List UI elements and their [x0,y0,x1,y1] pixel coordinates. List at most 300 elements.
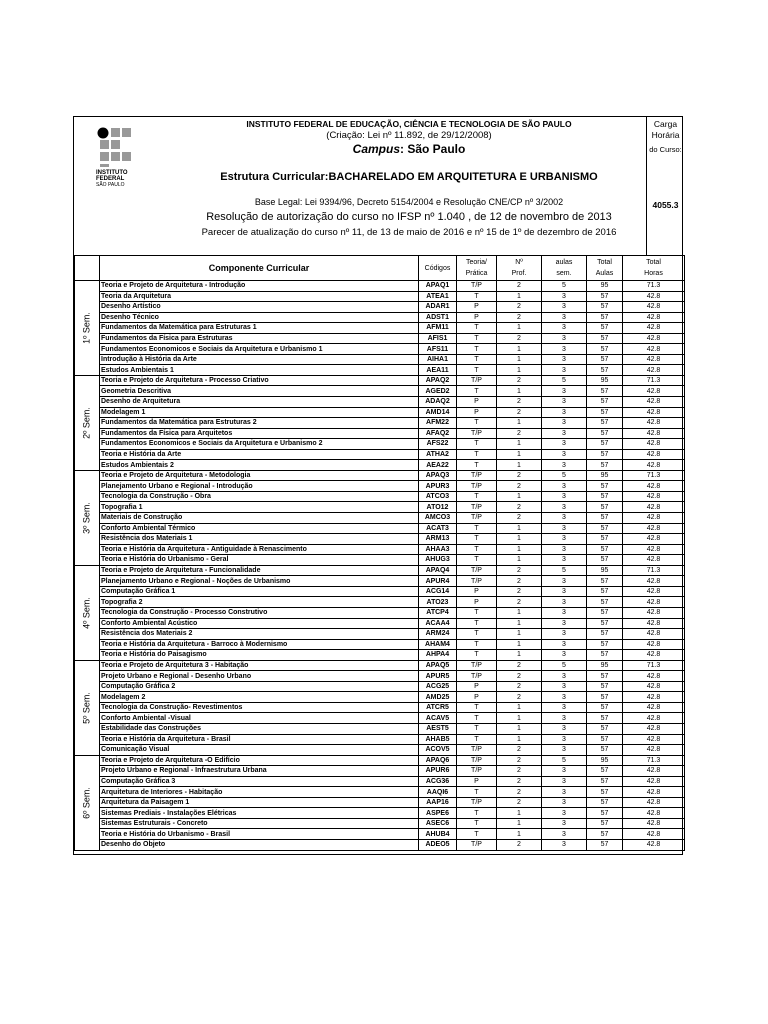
weekly-classes: 3 [542,555,587,566]
total-hours: 42.8 [623,312,685,323]
table-row [75,449,685,460]
semester-label: 5º Sem. [81,691,92,724]
component-name: Computação Gráfica 1 [100,586,419,597]
component-code: ATEA1 [419,291,457,302]
weekly-classes: 3 [542,439,587,450]
component-name: Fundamentos da Física para Arquitetos [100,428,419,439]
teachers: 2 [497,766,542,777]
table-row [75,745,685,756]
weekly-classes: 3 [542,491,587,502]
component-code: ACG25 [419,681,457,692]
total-classes: 57 [587,745,623,756]
total-classes: 57 [587,618,623,629]
total-classes: 57 [587,439,623,450]
weekly-classes: 3 [542,576,587,587]
total-hours: 42.8 [623,787,685,798]
component-name: Computação Gráfica 2 [100,681,419,692]
total-classes: 57 [587,544,623,555]
component-code: AHUG3 [419,555,457,566]
component-name: Resistência dos Materiais 1 [100,534,419,545]
teachers: 2 [497,839,542,850]
total-classes: 57 [587,386,623,397]
component-code: ACOV5 [419,745,457,756]
total-classes-header: Total Aulas [587,256,623,281]
component-code: ADAR1 [419,302,457,313]
total-hours: 42.8 [623,491,685,502]
weekly-classes: 3 [542,671,587,682]
total-hours: 42.8 [623,723,685,734]
component-code: AIHA1 [419,354,457,365]
campus-label: Campus [352,142,400,156]
weekly-classes: 3 [542,397,587,408]
campus-line [174,142,644,156]
component-name: Teoria e História da Arte [100,449,419,460]
table-row [75,555,685,566]
weekly-classes: 3 [542,365,587,376]
component-code: ACG14 [419,586,457,597]
component-name: Conforto Ambiental Térmico [100,523,419,534]
theory-practice: T [457,713,497,724]
teachers: 1 [497,607,542,618]
table-row [75,576,685,587]
theory-practice: T [457,523,497,534]
component-name: Teoria e História do Urbanismo - Brasil [100,829,419,840]
total-hours: 42.8 [623,597,685,608]
component-name: Computação Gráfica 3 [100,776,419,787]
table-row [75,818,685,829]
weekly-classes: 3 [542,344,587,355]
component-code: APUR4 [419,576,457,587]
total-hours: 42.8 [623,302,685,313]
total-hours: 42.8 [623,776,685,787]
theory-practice: P [457,597,497,608]
teachers: 2 [497,755,542,766]
teachers: 2 [497,470,542,481]
table-row [75,839,685,850]
teachers: 1 [497,344,542,355]
total-hours: 42.8 [623,418,685,429]
teachers: 1 [497,386,542,397]
total-classes: 57 [587,797,623,808]
component-name: Tecnologia da Construção - Obra [100,491,419,502]
semester-label: 3º Sem. [81,501,92,534]
teachers-header: Nº Prof. [497,256,542,281]
weekly-classes: 5 [542,281,587,292]
total-hours: 71.3 [623,660,685,671]
total-classes: 57 [587,449,623,460]
teachers: 2 [497,481,542,492]
total-hours: 42.8 [623,333,685,344]
total-classes: 57 [587,629,623,640]
total-hours: 42.8 [623,639,685,650]
component-code: APUR3 [419,481,457,492]
total-hours: 42.8 [623,323,685,334]
teachers: 1 [497,618,542,629]
total-hours: 42.8 [623,386,685,397]
table-row [75,607,685,618]
component-name: Estudos Ambientais 1 [100,365,419,376]
component-code: APUR5 [419,671,457,682]
weekly-classes: 3 [542,734,587,745]
table-row [75,597,685,608]
table-row [75,439,685,450]
total-hours: 42.8 [623,407,685,418]
institution-name: INSTITUTO FEDERAL DE EDUCAÇÃO, CIÊNCIA E TECNOLOGIA DE SÃO PAULO [246,119,572,129]
component-code: AFAQ2 [419,428,457,439]
weekly-classes: 3 [542,312,587,323]
total-hours: 42.8 [623,702,685,713]
table-row [75,797,685,808]
weekly-classes: 3 [542,797,587,808]
legal-base: Base Legal: Lei 9394/96, Decreto 5154/2004 e Resolução CNE/CP nº 3/2002 [254,197,564,207]
teachers: 1 [497,291,542,302]
component-code: AHAA3 [419,544,457,555]
theory-practice: T [457,418,497,429]
component-code: ADEO5 [419,839,457,850]
theory-practice: P [457,312,497,323]
total-classes: 57 [587,302,623,313]
total-hours: 42.8 [623,607,685,618]
component-name: Teoria e História do Paisagismo [100,650,419,661]
weekly-classes: 3 [542,713,587,724]
total-hours: 42.8 [623,618,685,629]
component-name: Teoria e Projeto de Arquitetura 3 - Habitação [100,660,419,671]
component-name: Teoria e História da Arquitetura - Antiguidade à Renascimento [100,544,419,555]
table-row [75,375,685,386]
theory-practice: T/P [457,766,497,777]
teachers: 2 [497,302,542,313]
teachers: 1 [497,639,542,650]
component-name: Topografia 1 [100,502,419,513]
component-code: AHAM4 [419,639,457,650]
teachers: 2 [497,397,542,408]
component-code: ARM24 [419,629,457,640]
teachers: 1 [497,713,542,724]
theory-practice: T [457,639,497,650]
component-code: APAQ5 [419,660,457,671]
total-classes: 57 [587,839,623,850]
teachers: 2 [497,565,542,576]
teachers: 2 [497,692,542,703]
component-name: Projeto Urbano e Regional - Infraestrutura Urbana [100,766,419,777]
component-name: Projeto Urbano e Regional - Desenho Urbano [100,671,419,682]
component-name: Introdução à História da Arte [100,354,419,365]
theory-practice: T [457,386,497,397]
weekly-classes: 3 [542,586,587,597]
teachers: 2 [497,281,542,292]
component-code: AEA11 [419,365,457,376]
table-row [75,660,685,671]
teachers: 2 [497,797,542,808]
component-code: APAQ1 [419,281,457,292]
total-classes: 57 [587,818,623,829]
table-row [75,755,685,766]
teachers: 1 [497,555,542,566]
weekly-classes: 3 [542,418,587,429]
semester-label: 4º Sem. [81,596,92,629]
table-row [75,586,685,597]
teachers: 1 [497,702,542,713]
theory-practice: T [457,818,497,829]
theory-practice: T/P [457,839,497,850]
theory-practice: T [457,291,497,302]
total-hours: 42.8 [623,523,685,534]
total-classes: 57 [587,639,623,650]
component-code: APAQ6 [419,755,457,766]
total-classes: 57 [587,354,623,365]
theory-practice: T/P [457,660,497,671]
component-name: Comunicação Visual [100,745,419,756]
semester-cell [75,755,100,850]
theory-practice: T [457,323,497,334]
theory-practice: T [457,333,497,344]
total-classes: 57 [587,418,623,429]
teachers: 1 [497,650,542,661]
table-row [75,481,685,492]
teachers: 1 [497,818,542,829]
table-row [75,713,685,724]
weekly-classes: 3 [542,407,587,418]
table-row [75,544,685,555]
component-name: Fundamentos da Física para Estruturas [100,333,419,344]
theory-practice: T/P [457,470,497,481]
component-name: Teoria e Projeto de Arquitetura - Processo Criativo [100,375,419,386]
workload-label-2: Horária [651,130,680,140]
weekly-classes: 3 [542,534,587,545]
weekly-classes: 3 [542,639,587,650]
table-row [75,734,685,745]
total-hours: 42.8 [623,829,685,840]
total-classes: 57 [587,586,623,597]
theory-practice: P [457,681,497,692]
table-row [75,618,685,629]
component-code: ATO12 [419,502,457,513]
theory-practice: T [457,607,497,618]
component-name: Teoria e Projeto de Arquitetura - Metodologia [100,470,419,481]
total-classes: 95 [587,470,623,481]
component-code: AHAB5 [419,734,457,745]
total-hours: 71.3 [623,755,685,766]
component-code: ASPE6 [419,808,457,819]
total-classes: 57 [587,692,623,703]
component-name: Teoria e História do Urbanismo - Geral [100,555,419,566]
table-row [75,534,685,545]
teachers: 2 [497,660,542,671]
component-name: Fundamentos Economicos e Sociais da Arquitetura e Urbanismo 1 [100,344,419,355]
table-row [75,407,685,418]
table-row [75,723,685,734]
total-hours: 42.8 [623,734,685,745]
total-hours: 42.8 [623,650,685,661]
weekly-classes: 3 [542,513,587,524]
theory-practice: T [457,702,497,713]
total-hours: 42.8 [623,713,685,724]
component-code: ADAQ2 [419,397,457,408]
total-hours: 42.8 [623,544,685,555]
teachers: 2 [497,787,542,798]
total-classes: 57 [587,460,623,471]
component-name: Teoria da Arquitetura [100,291,419,302]
total-classes: 95 [587,375,623,386]
teachers: 2 [497,502,542,513]
teachers: 2 [497,586,542,597]
total-hours: 42.8 [623,681,685,692]
weekly-classes: 3 [542,618,587,629]
component-code: ATO23 [419,597,457,608]
component-name: Fundamentos Economicos e Sociais da Arquitetura e Urbanismo 2 [100,439,419,450]
total-hours: 42.8 [623,797,685,808]
total-hours: 42.8 [623,344,685,355]
teachers: 2 [497,776,542,787]
table-row [75,397,685,408]
svg-text:INSTITUTO: INSTITUTO [96,170,128,176]
weekly-classes: 3 [542,291,587,302]
total-hours: 42.8 [623,291,685,302]
component-code: AAQI6 [419,787,457,798]
table-row [75,766,685,777]
total-classes: 57 [587,481,623,492]
teachers: 1 [497,829,542,840]
total-classes: 57 [587,681,623,692]
table-row [75,776,685,787]
theory-practice: T/P [457,502,497,513]
semester-cell [75,470,100,565]
total-hours: 71.3 [623,470,685,481]
document-header [74,117,646,255]
component-name: Arquitetura da Paisagem 1 [100,797,419,808]
theory-practice: T [457,650,497,661]
semester-label: 6º Sem. [81,786,92,819]
total-hours-header: Total Horas [623,256,685,281]
component-code: AAP16 [419,797,457,808]
component-name: Teoria e História da Arquitetura - Brasil [100,734,419,745]
total-hours: 42.8 [623,745,685,756]
component-code: APAQ2 [419,375,457,386]
theory-practice: T/P [457,375,497,386]
table-row [75,344,685,355]
codes-header: Códigos [419,256,457,281]
theory-practice: T [457,723,497,734]
component-name: Desenho do Objeto [100,839,419,850]
weekly-classes: 5 [542,755,587,766]
weekly-classes: 3 [542,650,587,661]
table-row [75,671,685,682]
teachers: 2 [497,428,542,439]
total-classes: 57 [587,513,623,524]
total-classes: 57 [587,491,623,502]
total-classes: 95 [587,660,623,671]
theory-practice: P [457,586,497,597]
table-row [75,565,685,576]
total-hours: 71.3 [623,281,685,292]
weekly-classes: 3 [542,449,587,460]
total-hours: 42.8 [623,818,685,829]
total-hours: 42.8 [623,481,685,492]
total-classes: 57 [587,734,623,745]
theory-practice: T/P [457,755,497,766]
total-hours: 42.8 [623,629,685,640]
component-code: ARM13 [419,534,457,545]
table-row [75,302,685,313]
component-code: AMCO3 [419,513,457,524]
table-row [75,470,685,481]
table-row [75,323,685,334]
teachers: 2 [497,375,542,386]
theory-practice: T [457,808,497,819]
total-hours: 71.3 [623,375,685,386]
weekly-classes: 3 [542,745,587,756]
total-hours: 42.8 [623,354,685,365]
semester-cell [75,281,100,376]
component-name: Estabilidade das Construções [100,723,419,734]
weekly-classes: 5 [542,565,587,576]
component-code: AEST5 [419,723,457,734]
table-row [75,650,685,661]
table-row [75,808,685,819]
total-classes: 57 [587,766,623,777]
component-name: Planejamento Urbano e Regional - Noções de Urbanismo [100,576,419,587]
component-header: Componente Curricular [100,256,419,281]
ifsp-logo [96,127,132,187]
total-hours: 42.8 [623,439,685,450]
total-classes: 57 [587,312,623,323]
weekly-classes: 3 [542,354,587,365]
table-row [75,291,685,302]
teachers: 2 [497,597,542,608]
workload-label-1: Carga [653,119,678,129]
teachers: 2 [497,681,542,692]
total-classes: 57 [587,829,623,840]
semester-label: 1º Sem. [81,312,92,344]
total-hours: 42.8 [623,766,685,777]
component-code: AFM11 [419,323,457,334]
semester-cell [75,375,100,470]
total-classes: 57 [587,323,623,334]
component-name: Tecnologia da Construção- Revestimentos [100,702,419,713]
table-row [75,491,685,502]
component-code: AEA22 [419,460,457,471]
table-body [75,281,685,851]
weekly-classes-header: aulas sem. [542,256,587,281]
component-code: AFM22 [419,418,457,429]
teachers: 1 [497,354,542,365]
theory-practice: T [457,439,497,450]
theory-practice: T/P [457,513,497,524]
teachers: 1 [497,323,542,334]
total-classes: 57 [587,523,623,534]
theory-practice: T/P [457,671,497,682]
weekly-classes: 3 [542,818,587,829]
total-classes: 57 [587,576,623,587]
component-name: Teoria e Projeto de Arquitetura - Introdução [100,281,419,292]
component-name: Conforto Ambiental -Visual [100,713,419,724]
total-classes: 57 [587,555,623,566]
weekly-classes: 3 [542,766,587,777]
component-name: Sistemas Prediais - Instalações Elétricas [100,808,419,819]
teachers: 1 [497,808,542,819]
workload-label-3: do Curso: [649,145,682,154]
weekly-classes: 3 [542,723,587,734]
total-hours: 42.8 [623,671,685,682]
weekly-classes: 3 [542,302,587,313]
weekly-classes: 3 [542,776,587,787]
component-code: APUR6 [419,766,457,777]
weekly-classes: 3 [542,544,587,555]
component-name: Topografia 2 [100,597,419,608]
workload-total: 4055.3 [652,200,679,210]
table-row [75,354,685,365]
creation-law: (Criação: Lei nº 11.892, de 29/12/2008) [326,130,492,141]
